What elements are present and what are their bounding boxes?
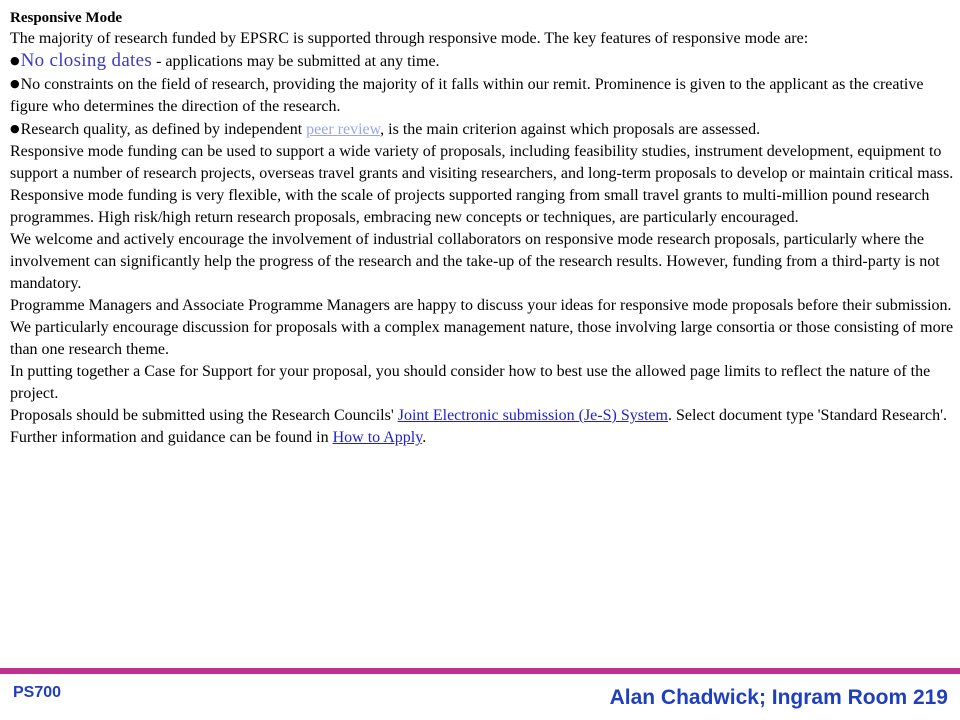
bullet-item <box>10 50 955 73</box>
intro-paragraph: The majority of research funded by EPSRC is supported through responsive mode. The key features of responsive mode are: <box>10 30 809 47</box>
bullet-icon: ● <box>10 77 20 90</box>
body-paragraph: In putting together a Case for Support for your proposal, you should consider how to best use the allowed page limits to reflect the nature of the project. <box>10 363 931 402</box>
peer-review-link[interactable]: peer review <box>306 121 381 138</box>
bullet-item <box>10 73 955 118</box>
body-paragraph: Responsive mode funding can be used to support a wide variety of proposals, including feasibility studies, instrument development, equipment to support a number of research projects, overseas travel grants and visiting researchers, and long-term proposals to develop or maintain critical mass. Responsive mode funding is very flexible, with the scale of projects supported ranging from small travel grants to multi-million pound research programmes. High risk/high return research proposals, embracing new concepts or techniques, are particularly encouraged. <box>10 143 954 226</box>
submission-text: . Select document type 'Standard Research'. Further information and guidance can be found in <box>10 407 947 446</box>
footer-author: Alan Chadwick; Ingram Room 219 <box>609 686 948 709</box>
submission-text: . <box>422 429 427 446</box>
bullet-item <box>10 118 955 141</box>
how-to-apply-link[interactable]: How to Apply <box>332 429 423 446</box>
slide-content <box>10 0 955 449</box>
je-s-system-link[interactable]: Joint Electronic submission (Je-S) System <box>397 407 668 424</box>
footer-course-code: PS700 <box>13 684 62 701</box>
bullet-text: Research quality, as defined by independent <box>20 121 307 138</box>
bullet-text: , is the main criterion against which proposals are assessed. <box>380 121 761 138</box>
page-heading: Responsive Mode <box>10 10 123 26</box>
bullet-icon: ● <box>10 54 20 67</box>
body-paragraph: Programme Managers and Associate Programme Managers are happy to discuss your ideas for responsive mode proposals before their submission. We particularly encourage discussion for proposals with a complex management nature, those involving large consortia or those consisting of more than one research theme. <box>10 297 954 358</box>
bullet-text: No constraints on the field of research, providing the majority of it falls within our remit. Prominence is given to the applicant as the creative figure who determines the direction of the research. <box>10 76 924 115</box>
body-paragraph: We welcome and actively encourage the involvement of industrial collaborators on responsive mode research proposals, particularly where the involvement can significantly help the progress of the research and the take-up of the research results. However, funding from a third-party is not mandatory. <box>10 231 940 292</box>
bullet-icon: ● <box>10 122 20 135</box>
submission-paragraph <box>10 405 955 449</box>
footer-accent-bar <box>0 668 960 674</box>
bullet-lead: No closing dates <box>20 50 153 71</box>
submission-text: Proposals should be submitted using the Research Councils' <box>10 407 398 424</box>
bullet-text: - applications may be submitted at any time. <box>152 53 440 70</box>
